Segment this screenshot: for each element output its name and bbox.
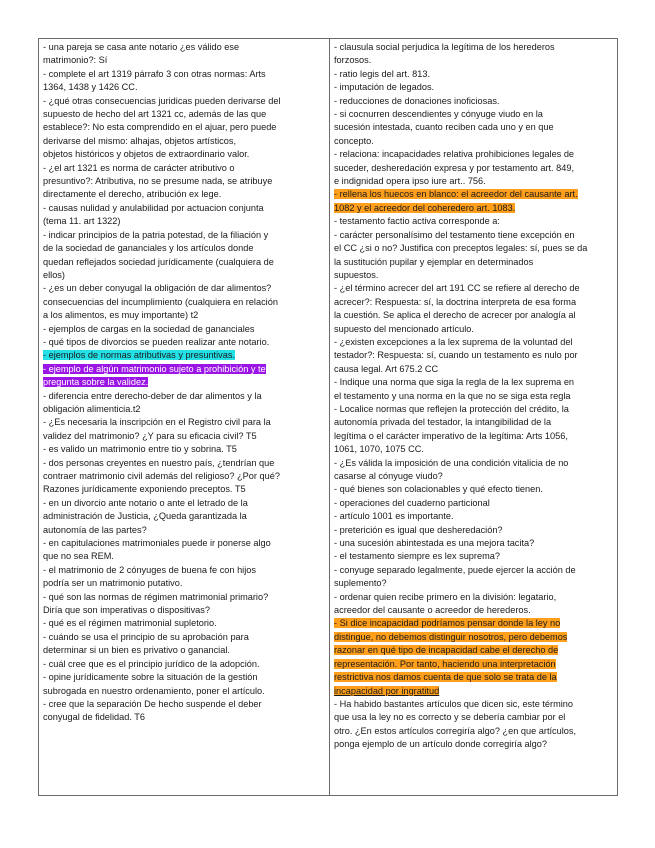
text-line: [43, 323, 326, 336]
text-line: [334, 54, 614, 67]
text-line: [334, 416, 614, 429]
line-text: - en un divorcio ante notario o ante el letrado de la: [43, 497, 248, 508]
line-text: suceder, desheredación expresa y por testamento art. 849,: [334, 162, 575, 173]
text-line: [334, 483, 614, 496]
text-line: [334, 457, 614, 470]
text-line: [43, 188, 326, 201]
text-line: [43, 162, 326, 175]
text-line: [334, 41, 614, 54]
text-line: [43, 430, 326, 443]
text-line: [43, 256, 326, 269]
text-line: [334, 323, 614, 336]
line-text: 1364, 1438 y 1426 CC.: [43, 82, 138, 93]
text-line: [334, 81, 614, 94]
text-line: [43, 202, 326, 215]
highlighted-text: - ejemplo de algún matrimonio sujeto a prohibición y te: [43, 363, 266, 374]
line-text: - cuándo se usa el principio de su aprobación para: [43, 631, 249, 642]
line-text: - reducciones de donaciones inoficiosas.: [334, 95, 500, 106]
line-text: concepto.: [334, 135, 374, 146]
right-column: [330, 39, 617, 795]
line-text: - opine jurídicamente sobre la situación de la gestión: [43, 672, 258, 683]
text-line: [334, 175, 614, 188]
text-line: [334, 738, 614, 751]
line-text: obligación alimenticia.t2: [43, 403, 141, 414]
line-text: contraer matrimonio civil además del religioso? ¿Por qué?: [43, 471, 280, 481]
text-line: [43, 685, 326, 698]
line-text: - ¿Es válida la imposición de una condición vitalicia de no: [334, 457, 569, 468]
line-text: supuesto de hecho del art 1321 cc, además de las que: [43, 109, 267, 120]
text-line: [334, 336, 614, 349]
line-text: acreedor del causante o acreedor de herederos.: [334, 605, 531, 616]
text-line: [43, 524, 326, 537]
line-text: directamente el derecho, atribución ex lege.: [43, 189, 222, 200]
text-line: [43, 95, 326, 108]
line-text: consecuencias del incumplimiento (cualquiera en relación: [43, 296, 278, 307]
text-line: [334, 349, 614, 362]
line-text: el testamento y una norma en la que no se siga esta regla: [334, 390, 571, 401]
line-text: - Indique una norma que siga la regla de la lex suprema en: [334, 377, 575, 388]
text-line: [334, 148, 614, 161]
text-line: [334, 671, 614, 684]
text-line: [334, 617, 614, 630]
line-text: ellos): [43, 269, 65, 280]
line-text: - ¿Es necesaria la inscripción en el Registro civil para la: [43, 417, 271, 428]
text-line: [334, 95, 614, 108]
text-line: [334, 390, 614, 403]
line-text: - preterición es igual que desheredación?: [334, 524, 503, 535]
line-text: sucesión intestada, cuanto reciben cada uno y en que: [334, 122, 554, 133]
text-line: [334, 256, 614, 269]
line-text: - ¿existen excepciones a la lex suprema de la voluntad del: [334, 336, 573, 347]
text-line: [334, 68, 614, 81]
line-text: casarse al cónyuge viudo?: [334, 471, 443, 481]
text-line: [334, 604, 614, 617]
line-text: administración de Justicia, ¿Queda garantizada la: [43, 511, 247, 522]
text-line: [334, 443, 614, 456]
line-text: causa legal. Art 675.2 CC: [334, 363, 439, 374]
text-line: [43, 54, 326, 67]
line-text: - una sucesión abintestada es una mejora tacita?: [334, 538, 535, 549]
text-line: [43, 483, 326, 496]
text-line: [43, 617, 326, 630]
text-line: [334, 430, 614, 443]
text-line: [334, 296, 614, 309]
text-line: [334, 108, 614, 121]
text-line: [334, 202, 614, 215]
highlighted-text: restrictiva nos damos cuenta de que solo se trata de la: [334, 672, 557, 683]
text-line: [43, 229, 326, 242]
text-line: [43, 564, 326, 577]
highlighted-text: incapacidad por ingratitud: [334, 685, 440, 696]
text-line: [43, 443, 326, 456]
line-text: - relaciona: incapacidades relativa prohibiciones legales de: [334, 149, 575, 160]
line-text: la sustitución pupilar y ejemplar en determinados: [334, 256, 534, 267]
text-line: [43, 390, 326, 403]
text-line: [43, 309, 326, 322]
text-line: [334, 309, 614, 322]
line-text: autonomía de las partes?: [43, 524, 147, 535]
line-text: forzosos.: [334, 55, 372, 66]
text-line: [43, 336, 326, 349]
text-line: [334, 363, 614, 376]
line-text: - carácter personalísimo del testamento tiene excepción en: [334, 229, 575, 240]
line-text: - qué son las normas de régimen matrimonial primario?: [43, 591, 269, 602]
text-line: [43, 349, 326, 362]
line-text: ponga ejemplo de un artículo donde corregiría algo?: [334, 739, 547, 750]
line-text: podría ser un matrimonio putativo.: [43, 578, 183, 589]
line-text: otro. ¿En estos artículos corregiría algo? ¿en que artículos,: [334, 725, 577, 736]
line-text: de la sociedad de gananciales y los artículos donde: [43, 243, 254, 254]
text-line: [334, 282, 614, 295]
line-text: - complete el art 1319 párrafo 3 con otras normas: Arts: [43, 68, 266, 79]
line-text: testador?: Respuesta: sí, cuando un testamento es nulo por: [334, 350, 578, 361]
line-text: - Ha habido bastantes artículos que dicen sic, este término: [334, 698, 574, 709]
text-line: [334, 269, 614, 282]
text-line: [334, 644, 614, 657]
line-text: matrimonio?: Sí: [43, 55, 108, 66]
text-line: [334, 658, 614, 671]
line-text: (tema 11. art 1322): [43, 216, 121, 227]
line-text: que no sea REM.: [43, 551, 114, 562]
text-line: [43, 470, 326, 483]
text-line: [334, 685, 614, 698]
line-text: objetos históricos y objetos de extraordinario valor.: [43, 149, 250, 160]
line-text: - imputación de legados.: [334, 82, 435, 93]
text-line: [43, 604, 326, 617]
line-text: el CC ¿si o no? Justifica con preceptos legales: sí, pues se da: [334, 243, 588, 254]
line-text: - ¿es un deber conyugal la obligación de dar alimentos?: [43, 283, 272, 294]
line-text: establece?: No esta comprendido en el ajuar, pero puede: [43, 122, 277, 133]
text-line: [43, 121, 326, 134]
text-line: [334, 497, 614, 510]
line-text: - qué tipos de divorcios se pueden realizar ante notario.: [43, 336, 270, 347]
text-line: [334, 229, 614, 242]
text-line: [43, 550, 326, 563]
text-line: [334, 470, 614, 483]
text-line: [334, 121, 614, 134]
text-line: [334, 577, 614, 590]
text-line: [334, 403, 614, 416]
line-text: - ordenar quien recibe primero en la división: legatario,: [334, 591, 557, 602]
text-line: [43, 175, 326, 188]
text-line: [334, 725, 614, 738]
text-line: [43, 215, 326, 228]
line-text: a los alimentos, es muy importante) t2: [43, 310, 199, 321]
notes-table: [38, 38, 618, 796]
line-text: - en capitulaciones matrimoniales puede ir ponerse algo: [43, 538, 271, 549]
line-text: - el testamento siempre es lex suprema?: [334, 551, 500, 562]
text-line: [43, 242, 326, 255]
line-text: Razones jurídicamente exponiendo preceptos. T5: [43, 484, 246, 495]
line-text: conyugal de fidelidad. T6: [43, 712, 145, 723]
text-line: [43, 658, 326, 671]
text-line: [43, 510, 326, 523]
line-text: - es valido un matrimonio entre tio y sobrina. T5: [43, 444, 237, 455]
highlighted-text: 1082 y el acreedor del coheredero art. 1083.: [334, 202, 516, 213]
line-text: e indignidad opera ipso iure art.. 756.: [334, 176, 486, 187]
text-line: [43, 591, 326, 604]
highlighted-text: - rellena los huecos en blanco: el acreedor del causante art.: [334, 189, 578, 200]
highlighted-text: distingue, no debemos distinguir nosotros, pero debemos: [334, 631, 568, 642]
line-text: - operaciones del cuaderno particional: [334, 497, 490, 508]
text-line: [43, 148, 326, 161]
line-text: supuesto del mencionado artículo.: [334, 323, 474, 334]
highlighted-text: pregunta sobre la validez.: [43, 377, 149, 388]
line-text: - clausula social perjudica la legítima de los herederos: [334, 42, 555, 52]
line-text: - una pareja se casa ante notario ¿es válido ese: [43, 42, 240, 52]
line-text: autonomía privada del testador, la intangibilidad de la: [334, 417, 552, 428]
line-text: - causas nulidad y anulabilidad por actuacion conjunta: [43, 202, 264, 213]
text-line: [43, 698, 326, 711]
line-text: Diría que son imperativas o dispositivas?: [43, 605, 210, 616]
text-line: [43, 537, 326, 550]
line-text: quedan reflejados sociedad jurídicamente (cualquiera de: [43, 256, 274, 267]
line-text: - ratio legis del art. 813.: [334, 68, 431, 79]
text-line: [43, 457, 326, 470]
highlighted-text: razonar en qué tipo de incapacidad cabe el derecho de: [334, 645, 559, 656]
line-text: validez del matrimonio? ¿Y para su eficacia civil? T5: [43, 430, 257, 441]
line-text: - diferencia entre derecho-deber de dar alimentos y la: [43, 390, 262, 401]
text-line: [43, 68, 326, 81]
line-text: - dos personas creyentes en nuestro país, ¿tendrían que: [43, 457, 275, 468]
text-line: [334, 524, 614, 537]
text-line: [43, 577, 326, 590]
text-line: [43, 363, 326, 376]
line-text: - ejemplos de cargas en la sociedad de gananciales: [43, 323, 255, 334]
line-text: legítima o el carácter imperativo de la legítima: Arts 1056,: [334, 430, 568, 441]
line-text: suplemento?: [334, 578, 387, 589]
line-text: subrogada en nuestro ordenamiento, poner el artículo.: [43, 685, 265, 696]
line-text: - artículo 1001 es importante.: [334, 511, 454, 522]
text-line: [334, 215, 614, 228]
left-column: [39, 39, 330, 795]
line-text: la cuestión. Se aplica el derecho de acrecer por analogía al: [334, 310, 576, 321]
text-line: [43, 711, 326, 724]
text-line: [43, 282, 326, 295]
line-text: - conyuge separado legalmente, puede ejercer la acción de: [334, 564, 576, 575]
text-line: [334, 162, 614, 175]
line-text: acrecer?: Respuesta: sí, la doctrina interpreta de esa forma: [334, 296, 577, 307]
highlighted-text: representación. Por tanto, haciendo una interpretación: [334, 658, 556, 669]
line-text: presuntivo?: Atributiva, no se presume nada, se atribuye: [43, 176, 273, 187]
highlighted-text: - Si dice incapacidad podríamos pensar donde la ley no: [334, 618, 561, 629]
text-line: [334, 510, 614, 523]
text-line: [43, 135, 326, 148]
text-line: [334, 711, 614, 724]
line-text: - ¿el término acrecer del art 191 CC se refiere al derecho de: [334, 283, 580, 294]
text-line: [334, 135, 614, 148]
text-line: [43, 376, 326, 389]
line-text: - testamento factio activa corresponde a:: [334, 216, 500, 227]
line-text: determinar si un bien es privativo o ganancial.: [43, 645, 230, 656]
text-line: [43, 81, 326, 94]
line-text: - cree que la separación De hecho suspende el deber: [43, 698, 262, 709]
text-line: [334, 242, 614, 255]
line-text: - qué es el régimen matrimonial supletorio.: [43, 618, 217, 629]
text-line: [334, 591, 614, 604]
text-line: [334, 188, 614, 201]
text-line: [43, 269, 326, 282]
text-line: [43, 403, 326, 416]
line-text: - indicar principios de la patria potestad, de la filiación y: [43, 229, 269, 240]
text-line: [43, 296, 326, 309]
line-text: que usa la ley no es correcto y se debería cambiar por el: [334, 712, 566, 723]
text-line: [334, 564, 614, 577]
line-text: - ¿el art 1321 es norma de carácter atributivo o: [43, 162, 235, 173]
text-line: [43, 416, 326, 429]
text-line: [43, 497, 326, 510]
text-line: [334, 537, 614, 550]
line-text: supuestos.: [334, 269, 379, 280]
line-text: - ¿qué otras consecuencias juridicas pueden derivarse del: [43, 95, 281, 106]
line-text: - si cocnurren descendientes y cónyuge viudo en la: [334, 109, 543, 120]
text-line: [334, 550, 614, 563]
text-line: [334, 698, 614, 711]
text-line: [43, 631, 326, 644]
text-line: [43, 671, 326, 684]
line-text: - qué bienes son colacionables y qué efecto tienen.: [334, 484, 543, 495]
text-line: [43, 644, 326, 657]
text-line: [334, 631, 614, 644]
line-text: - Localice normas que reflejen la protección del crédito, la: [334, 403, 569, 414]
line-text: - el matrimonio de 2 cónyuges de buena fe con hijos: [43, 564, 256, 575]
line-text: - cuál cree que es el principio jurídico de la adopción.: [43, 658, 260, 669]
highlighted-text: - ejemplos de normas atributivas y presuntivas.: [43, 350, 235, 361]
line-text: 1061, 1070, 1075 CC.: [334, 444, 424, 455]
text-line: [334, 376, 614, 389]
text-line: [43, 108, 326, 121]
text-line: [43, 41, 326, 54]
line-text: derivarse del mismo: alhajas, objetos artísticos,: [43, 135, 237, 146]
